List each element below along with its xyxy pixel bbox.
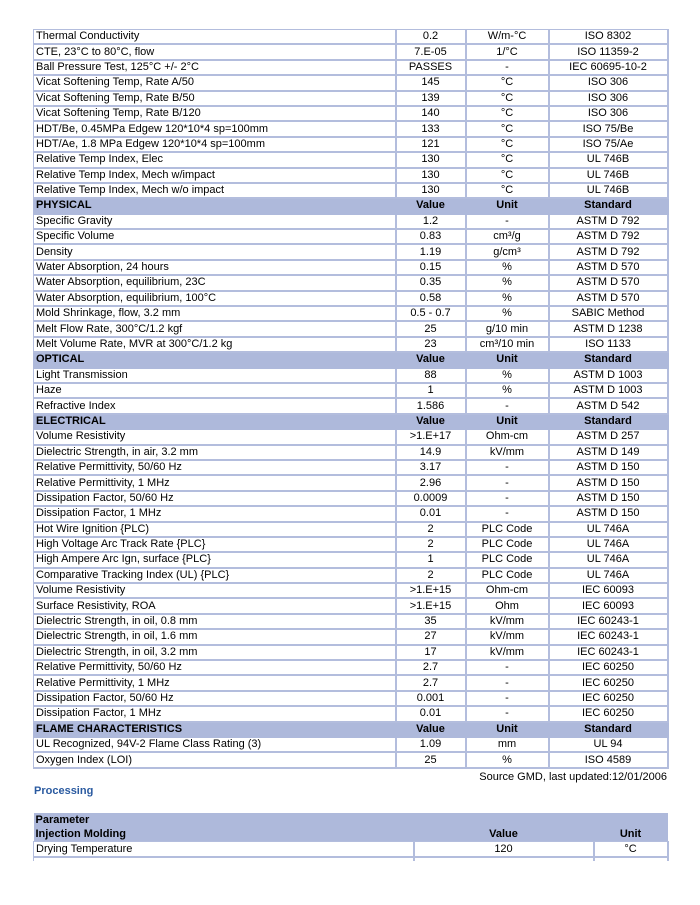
property-value: 130 — [396, 183, 466, 198]
column-header-unit: Unit — [466, 722, 549, 737]
property-name: Melt Flow Rate, 300°C/1.2 kgf — [34, 321, 396, 336]
property-value: 130 — [396, 152, 466, 167]
property-standard: UL 746A — [549, 522, 668, 537]
table-row — [34, 429, 668, 444]
section-header-row — [34, 198, 668, 213]
property-unit: °C — [466, 75, 549, 90]
property-value: 17 — [396, 645, 466, 660]
property-standard: IEC 60243-1 — [549, 614, 668, 629]
property-value: 1.586 — [396, 398, 466, 413]
property-name: Water Absorption, equilibrium, 23C — [34, 275, 396, 290]
property-value: 0.001 — [396, 691, 466, 706]
property-standard: ASTM D 149 — [549, 445, 668, 460]
table-row — [34, 691, 668, 706]
property-name: Vicat Softening Temp, Rate B/50 — [34, 91, 396, 106]
property-name: Comparative Tracking Index (UL) {PLC} — [34, 568, 396, 583]
processing-row-cutoff — [34, 857, 668, 861]
property-standard: ISO 306 — [549, 91, 668, 106]
property-value: 7.E-05 — [396, 44, 466, 59]
property-name: Vicat Softening Temp, Rate A/50 — [34, 75, 396, 90]
table-row — [34, 306, 668, 321]
property-unit: kV/mm — [466, 614, 549, 629]
property-unit: % — [466, 368, 549, 383]
property-value: 133 — [396, 121, 466, 136]
property-unit: % — [466, 306, 549, 321]
property-value: 27 — [396, 629, 466, 644]
column-header-standard: Standard — [549, 414, 668, 429]
property-unit: cm³/g — [466, 229, 549, 244]
property-unit: °C — [466, 121, 549, 136]
section-title: PHYSICAL — [34, 198, 396, 213]
property-value: 3.17 — [396, 460, 466, 475]
table-row — [34, 752, 668, 767]
processing-cell-cutoff — [34, 857, 414, 861]
property-unit: - — [466, 706, 549, 721]
table-row — [34, 183, 668, 198]
table-row — [34, 214, 668, 229]
processing-section-title[interactable]: Processing — [34, 785, 94, 797]
property-name: Relative Temp Index, Elec — [34, 152, 396, 167]
column-header-unit: Unit — [466, 198, 549, 213]
property-standard: ASTM D 570 — [549, 260, 668, 275]
property-name: Refractive Index — [34, 398, 396, 413]
properties-table — [33, 29, 669, 769]
property-unit: % — [466, 383, 549, 398]
property-value: 0.83 — [396, 229, 466, 244]
property-standard: ASTM D 792 — [549, 214, 668, 229]
processing-header-value: Value — [414, 827, 594, 842]
property-value: >1.E+15 — [396, 598, 466, 613]
property-value: 25 — [396, 321, 466, 336]
property-value: 88 — [396, 368, 466, 383]
property-standard: ASTM D 570 — [549, 291, 668, 306]
property-value: PASSES — [396, 60, 466, 75]
property-value: >1.E+17 — [396, 429, 466, 444]
property-standard: ASTM D 150 — [549, 460, 668, 475]
processing-header-group: Injection Molding — [34, 827, 414, 842]
property-value: 0.0009 — [396, 491, 466, 506]
table-row — [34, 460, 668, 475]
table-row — [34, 398, 668, 413]
property-name: Surface Resistivity, ROA — [34, 598, 396, 613]
property-name: Haze — [34, 383, 396, 398]
property-name: Oxygen Index (LOI) — [34, 752, 396, 767]
property-unit: W/m-°C — [466, 30, 549, 45]
property-unit: - — [466, 398, 549, 413]
table-row — [34, 75, 668, 90]
table-row — [34, 137, 668, 152]
table-row — [34, 445, 668, 460]
property-unit: PLC Code — [466, 552, 549, 567]
property-name: High Voltage Arc Track Rate {PLC} — [34, 537, 396, 552]
property-value: 140 — [396, 106, 466, 121]
property-name: Dielectric Strength, in air, 3.2 mm — [34, 445, 396, 460]
property-standard: ASTM D 150 — [549, 491, 668, 506]
property-unit: g/cm³ — [466, 244, 549, 259]
table-row — [34, 260, 668, 275]
property-value: 0.58 — [396, 291, 466, 306]
property-name: Light Transmission — [34, 368, 396, 383]
section-title: OPTICAL — [34, 352, 396, 367]
table-row — [34, 475, 668, 490]
table-row — [34, 675, 668, 690]
property-standard: ASTM D 1238 — [549, 321, 668, 336]
property-unit: Ohm — [466, 598, 549, 613]
property-value: 130 — [396, 168, 466, 183]
property-unit: Ohm-cm — [466, 429, 549, 444]
property-value: >1.E+15 — [396, 583, 466, 598]
property-standard: ISO 8302 — [549, 30, 668, 45]
property-standard: UL 746A — [549, 552, 668, 567]
property-standard: ASTM D 150 — [549, 475, 668, 490]
property-name: Dielectric Strength, in oil, 0.8 mm — [34, 614, 396, 629]
property-unit: °C — [466, 91, 549, 106]
property-unit: °C — [466, 152, 549, 167]
table-row — [34, 244, 668, 259]
property-name: Relative Permittivity, 1 MHz — [34, 675, 396, 690]
property-name: Dielectric Strength, in oil, 3.2 mm — [34, 645, 396, 660]
column-header-unit: Unit — [466, 352, 549, 367]
table-row — [34, 321, 668, 336]
property-name: Volume Resistivity — [34, 583, 396, 598]
property-name: Water Absorption, 24 hours — [34, 260, 396, 275]
table-row — [34, 629, 668, 644]
property-standard: ISO 4589 — [549, 752, 668, 767]
property-standard: UL 746A — [549, 568, 668, 583]
property-unit: % — [466, 275, 549, 290]
property-unit: kV/mm — [466, 445, 549, 460]
property-name: HDT/Ae, 1.8 MPa Edgew 120*10*4 sp=100mm — [34, 137, 396, 152]
property-name: Dielectric Strength, in oil, 1.6 mm — [34, 629, 396, 644]
property-value: 1.09 — [396, 737, 466, 752]
property-unit: Ohm-cm — [466, 583, 549, 598]
property-value: 139 — [396, 91, 466, 106]
property-name: Hot Wire Ignition {PLC) — [34, 522, 396, 537]
property-value: 1 — [396, 552, 466, 567]
table-row — [34, 44, 668, 59]
property-value: 1.2 — [396, 214, 466, 229]
section-header-row — [34, 722, 668, 737]
property-value: 0.01 — [396, 506, 466, 521]
property-unit: PLC Code — [466, 537, 549, 552]
processing-value: 120 — [414, 842, 594, 858]
property-value: 23 — [396, 337, 466, 352]
property-name: Ball Pressure Test, 125°C +/- 2°C — [34, 60, 396, 75]
column-header-unit: Unit — [466, 414, 549, 429]
property-unit: - — [466, 675, 549, 690]
property-standard: UL 746B — [549, 152, 668, 167]
table-row — [34, 368, 668, 383]
property-unit: g/10 min — [466, 321, 549, 336]
column-header-value: Value — [396, 414, 466, 429]
property-value: 2 — [396, 568, 466, 583]
processing-header-row — [34, 827, 668, 842]
processing-parameter: Drying Temperature — [34, 842, 414, 858]
property-name: Relative Permittivity, 1 MHz — [34, 475, 396, 490]
table-row — [34, 152, 668, 167]
table-row — [34, 552, 668, 567]
property-name: HDT/Be, 0.45MPa Edgew 120*10*4 sp=100mm — [34, 121, 396, 136]
property-standard: UL 746A — [549, 537, 668, 552]
property-standard: ASTM D 570 — [549, 275, 668, 290]
properties-table-body — [34, 30, 668, 768]
processing-cell-cutoff — [414, 857, 594, 861]
property-standard: UL 746B — [549, 168, 668, 183]
property-unit: 1/°C — [466, 44, 549, 59]
column-header-value: Value — [396, 722, 466, 737]
property-unit: - — [466, 491, 549, 506]
property-standard: ASTM D 542 — [549, 398, 668, 413]
property-standard: IEC 60250 — [549, 691, 668, 706]
property-unit: °C — [466, 137, 549, 152]
property-value: 2 — [396, 537, 466, 552]
property-value: 2.7 — [396, 675, 466, 690]
table-row — [34, 60, 668, 75]
column-header-standard: Standard — [549, 352, 668, 367]
processing-table-body — [34, 842, 668, 862]
property-name: Relative Temp Index, Mech w/o impact — [34, 183, 396, 198]
property-standard: ASTM D 257 — [549, 429, 668, 444]
table-row — [34, 568, 668, 583]
property-unit: - — [466, 475, 549, 490]
property-unit: % — [466, 291, 549, 306]
property-unit: cm³/10 min — [466, 337, 549, 352]
property-unit: °C — [466, 106, 549, 121]
property-name: Relative Permittivity, 50/60 Hz — [34, 660, 396, 675]
property-value: 14.9 — [396, 445, 466, 460]
property-unit: - — [466, 60, 549, 75]
table-row — [34, 383, 668, 398]
column-header-standard: Standard — [549, 722, 668, 737]
property-value: 145 — [396, 75, 466, 90]
property-name: Dissipation Factor, 1 MHz — [34, 706, 396, 721]
property-unit: % — [466, 260, 549, 275]
table-row — [34, 229, 668, 244]
property-unit: PLC Code — [466, 522, 549, 537]
section-header-row — [34, 352, 668, 367]
table-row — [34, 506, 668, 521]
property-value: 0.35 — [396, 275, 466, 290]
processing-header-parameter-row — [34, 813, 668, 827]
table-row — [34, 660, 668, 675]
property-value: 35 — [396, 614, 466, 629]
property-value: 1.19 — [396, 244, 466, 259]
property-name: Specific Volume — [34, 229, 396, 244]
processing-cell-cutoff — [594, 857, 668, 861]
table-row — [34, 491, 668, 506]
property-standard: IEC 60093 — [549, 598, 668, 613]
table-row — [34, 598, 668, 613]
column-header-value: Value — [396, 198, 466, 213]
property-name: Density — [34, 244, 396, 259]
property-value: 0.15 — [396, 260, 466, 275]
property-name: Mold Shrinkage, flow, 3.2 mm — [34, 306, 396, 321]
table-row — [34, 91, 668, 106]
property-unit: - — [466, 214, 549, 229]
table-row — [34, 275, 668, 290]
table-row — [34, 522, 668, 537]
property-value: 0.2 — [396, 30, 466, 45]
section-header-row — [34, 414, 668, 429]
column-header-standard: Standard — [549, 198, 668, 213]
property-value: 121 — [396, 137, 466, 152]
table-row — [34, 737, 668, 752]
property-value: 2.96 — [396, 475, 466, 490]
column-header-value: Value — [396, 352, 466, 367]
property-unit: mm — [466, 737, 549, 752]
property-standard: IEC 60250 — [549, 706, 668, 721]
property-unit: - — [466, 660, 549, 675]
property-standard: IEC 60243-1 — [549, 645, 668, 660]
property-standard: ISO 306 — [549, 106, 668, 121]
property-name: Thermal Conductivity — [34, 30, 396, 45]
section-title: FLAME CHARACTERISTICS — [34, 722, 396, 737]
processing-header-parameter: Parameter — [34, 813, 668, 827]
property-value: 2 — [396, 522, 466, 537]
property-name: UL Recognized, 94V-2 Flame Class Rating (3) — [34, 737, 396, 752]
property-name: Volume Resistivity — [34, 429, 396, 444]
property-standard: ISO 306 — [549, 75, 668, 90]
property-unit: PLC Code — [466, 568, 549, 583]
property-value: 0.5 - 0.7 — [396, 306, 466, 321]
property-standard: ISO 75/Be — [549, 121, 668, 136]
property-name: Specific Gravity — [34, 214, 396, 229]
property-standard: UL 94 — [549, 737, 668, 752]
property-unit: °C — [466, 183, 549, 198]
property-name: Melt Volume Rate, MVR at 300°C/1.2 kg — [34, 337, 396, 352]
property-unit: % — [466, 752, 549, 767]
property-standard: IEC 60093 — [549, 583, 668, 598]
property-standard: ISO 1133 — [549, 337, 668, 352]
property-name: Dissipation Factor, 1 MHz — [34, 506, 396, 521]
table-row — [34, 537, 668, 552]
property-name: High Ampere Arc Ign, surface {PLC} — [34, 552, 396, 567]
property-unit: - — [466, 460, 549, 475]
property-standard: UL 746B — [549, 183, 668, 198]
table-row — [34, 291, 668, 306]
table-row — [34, 121, 668, 136]
property-value: 25 — [396, 752, 466, 767]
property-unit: kV/mm — [466, 645, 549, 660]
property-standard: ISO 75/Ae — [549, 137, 668, 152]
property-unit: - — [466, 506, 549, 521]
property-value: 1 — [396, 383, 466, 398]
table-row — [34, 106, 668, 121]
property-standard: ASTM D 1003 — [549, 383, 668, 398]
processing-table — [33, 813, 669, 861]
property-standard: IEC 60243-1 — [549, 629, 668, 644]
property-standard: ASTM D 792 — [549, 244, 668, 259]
table-row — [34, 645, 668, 660]
processing-unit: °C — [594, 842, 668, 858]
property-standard: ASTM D 150 — [549, 506, 668, 521]
property-name: CTE, 23°C to 80°C, flow — [34, 44, 396, 59]
property-name: Relative Permittivity, 50/60 Hz — [34, 460, 396, 475]
property-name: Water Absorption, equilibrium, 100°C — [34, 291, 396, 306]
property-standard: IEC 60695-10-2 — [549, 60, 668, 75]
section-title: ELECTRICAL — [34, 414, 396, 429]
property-unit: - — [466, 691, 549, 706]
table-row — [34, 337, 668, 352]
property-standard: IEC 60250 — [549, 675, 668, 690]
property-standard: SABIC Method — [549, 306, 668, 321]
property-standard: ISO 11359-2 — [549, 44, 668, 59]
property-name: Vicat Softening Temp, Rate B/120 — [34, 106, 396, 121]
table-row — [34, 614, 668, 629]
property-name: Relative Temp Index, Mech w/impact — [34, 168, 396, 183]
processing-row — [34, 842, 668, 858]
property-value: 2.7 — [396, 660, 466, 675]
source-note: Source GMD, last updated:12/01/2006 — [479, 771, 667, 783]
property-unit: °C — [466, 168, 549, 183]
property-name: Dissipation Factor, 50/60 Hz — [34, 691, 396, 706]
table-row — [34, 30, 668, 45]
table-row — [34, 583, 668, 598]
property-standard: ASTM D 792 — [549, 229, 668, 244]
property-standard: ASTM D 1003 — [549, 368, 668, 383]
processing-header-unit: Unit — [594, 827, 668, 842]
table-row — [34, 168, 668, 183]
property-unit: kV/mm — [466, 629, 549, 644]
property-standard: IEC 60250 — [549, 660, 668, 675]
property-name: Dissipation Factor, 50/60 Hz — [34, 491, 396, 506]
property-value: 0.01 — [396, 706, 466, 721]
table-row — [34, 706, 668, 721]
